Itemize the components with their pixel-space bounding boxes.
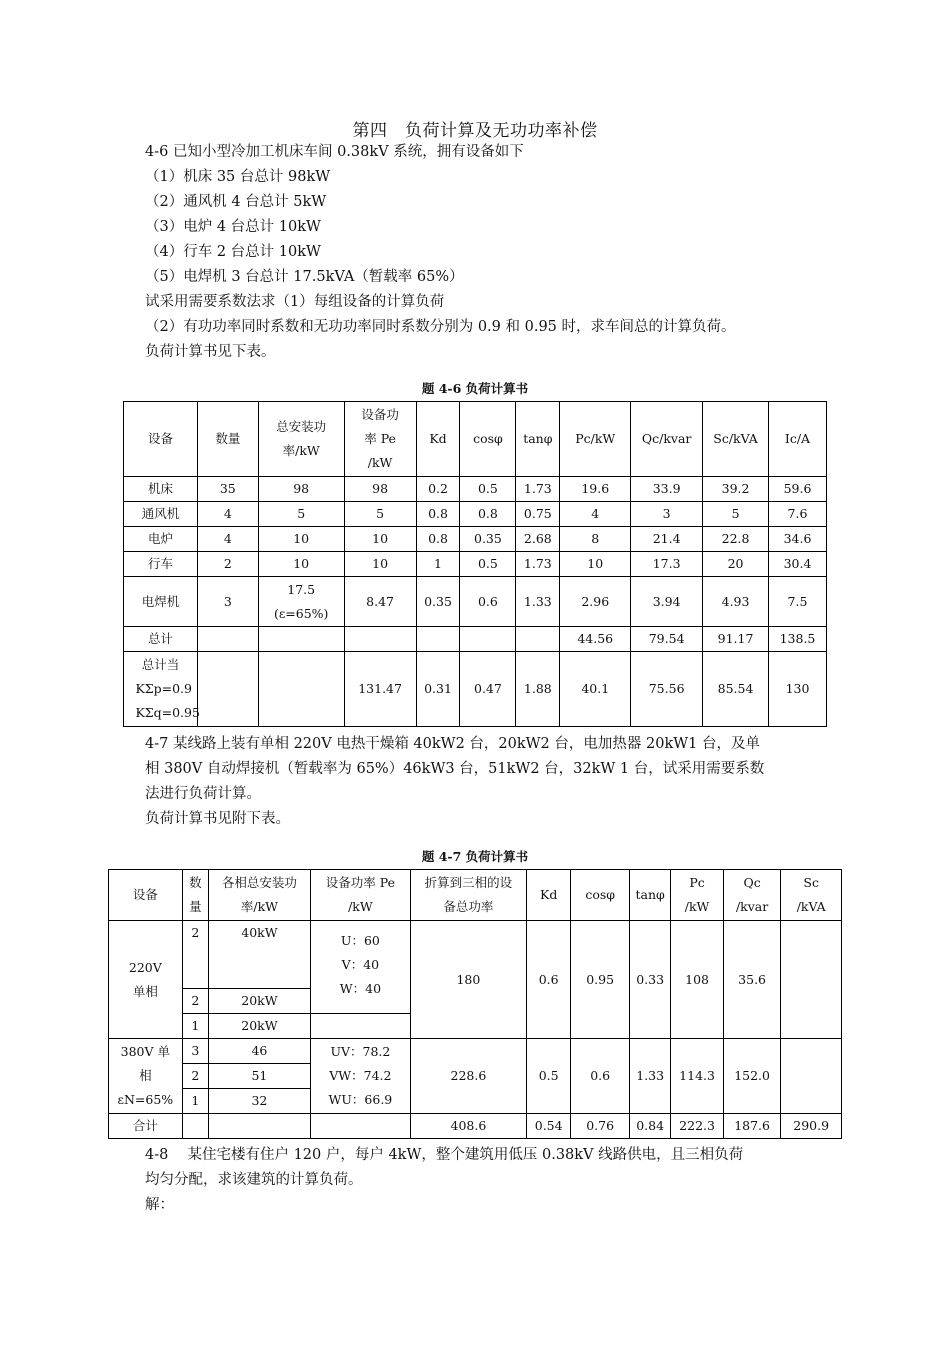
equipment-item: （1）机床 35 台总计 98kW bbox=[145, 169, 331, 185]
problem-4-8-line: 均匀分配，求该建筑的计算负荷。 bbox=[145, 1172, 363, 1188]
table-cell: 20kW bbox=[208, 1014, 310, 1039]
table-cell: 5 bbox=[258, 502, 344, 527]
table-cell: 33.9 bbox=[631, 477, 703, 502]
phase-power: U：60 bbox=[340, 933, 380, 948]
table-cell bbox=[310, 1114, 410, 1139]
table-cell bbox=[197, 652, 258, 727]
header-text: 折算到三相的设备总功率 bbox=[424, 875, 513, 914]
table-cell: 0.6 bbox=[526, 921, 570, 1039]
table-row-total bbox=[124, 627, 827, 652]
table-cell: 1.73 bbox=[516, 552, 560, 577]
table-cell: 408.6 bbox=[410, 1114, 526, 1139]
table-cell: 131.47 bbox=[344, 652, 416, 727]
table-cell: 行车 bbox=[124, 552, 198, 577]
header-cell bbox=[416, 402, 460, 477]
table-cell: 3.94 bbox=[631, 577, 703, 627]
equipment-item: （4）行车 2 台总计 10kW bbox=[145, 244, 321, 260]
phase-power: VW：74.2 bbox=[329, 1068, 392, 1083]
table-cell bbox=[344, 627, 416, 652]
header-cell bbox=[258, 402, 344, 477]
table-cell: 1.33 bbox=[629, 1039, 670, 1114]
table-cell: 0.84 bbox=[629, 1114, 670, 1139]
table-cell: 0.5 bbox=[526, 1039, 570, 1114]
table-cell: 79.54 bbox=[631, 627, 703, 652]
table-cell: 电炉 bbox=[124, 527, 198, 552]
header-cell: Pc/kW bbox=[560, 402, 631, 477]
table-cell: 通风机 bbox=[124, 502, 198, 527]
table-cell: 0.54 bbox=[526, 1114, 570, 1139]
table-cell: 0.35 bbox=[460, 527, 516, 552]
header-text: 设备功率 Pe /kW bbox=[325, 875, 395, 914]
table-cell: 0.47 bbox=[460, 652, 516, 727]
table-cell: 51 bbox=[208, 1064, 310, 1089]
header-text: Qc /kvar bbox=[735, 875, 769, 914]
table-cell: 4.93 bbox=[703, 577, 769, 627]
group-label-text: 220V 单相 bbox=[128, 959, 162, 999]
header-text: 总安装功率/kW bbox=[276, 419, 327, 458]
table-cell: 2 bbox=[182, 921, 208, 989]
header-cell bbox=[208, 870, 310, 921]
table-cell: 0.75 bbox=[516, 502, 560, 527]
table-row bbox=[124, 527, 827, 552]
header-cell: Qc/kvar bbox=[631, 402, 703, 477]
header-cell bbox=[310, 870, 410, 921]
table-cell: 2 bbox=[182, 1064, 208, 1089]
table-cell: 228.6 bbox=[410, 1039, 526, 1114]
table-cell: 4 bbox=[197, 502, 258, 527]
table-cell: 46 bbox=[208, 1039, 310, 1064]
table-cell: 4 bbox=[197, 527, 258, 552]
table-cell bbox=[781, 1039, 842, 1114]
table-4-7 bbox=[108, 869, 842, 1139]
table-cell: 59.6 bbox=[769, 477, 827, 502]
table-cell: 40.1 bbox=[560, 652, 631, 727]
table-cell: 2.68 bbox=[516, 527, 560, 552]
table-cell: 7.6 bbox=[769, 502, 827, 527]
table-cell: 5 bbox=[344, 502, 416, 527]
problem-4-7-line: 4-7 某线路上装有单相 220V 电热干燥箱 40kW2 台，20kW2 台，电加热器 20kW1 台，及单 bbox=[145, 736, 760, 752]
table-row bbox=[109, 1039, 842, 1064]
header-cell: Sc/kVA bbox=[703, 402, 769, 477]
table-cell: 20kW bbox=[208, 989, 310, 1014]
table-row-total bbox=[109, 1114, 842, 1139]
table-header-row bbox=[109, 870, 842, 921]
table-note: 负荷计算书见下表。 bbox=[145, 344, 276, 360]
table-cell: 10 bbox=[344, 552, 416, 577]
table-cell: 130 bbox=[769, 652, 827, 727]
table-cell: 1.88 bbox=[516, 652, 560, 727]
table-cell: 10 bbox=[258, 527, 344, 552]
header-text: 各相总安装功率/kW bbox=[221, 875, 297, 914]
page-title: 第四 负荷计算及无功功率补偿 bbox=[352, 121, 598, 141]
table-cell: 30.4 bbox=[769, 552, 827, 577]
table-cell: 2 bbox=[197, 552, 258, 577]
table-header-row bbox=[124, 402, 827, 477]
table-cell: 0.95 bbox=[571, 921, 630, 1039]
table-cell: 0.8 bbox=[460, 502, 516, 527]
header-text: Sc /kVA bbox=[796, 875, 826, 914]
equipment-item: （2）通风机 4 台总计 5kW bbox=[145, 194, 327, 210]
phase-power: UV：78.2 bbox=[330, 1044, 391, 1059]
table-cell: 8 bbox=[560, 527, 631, 552]
header-cell bbox=[781, 870, 842, 921]
table-cell bbox=[416, 627, 460, 652]
header-cell bbox=[723, 870, 781, 921]
table-cell: 5 bbox=[703, 502, 769, 527]
table-cell bbox=[124, 652, 198, 727]
problem-4-8-line: 4-8 某住宅楼有住户 120 户，每户 4kW，整个建筑用低压 0.38kV 线路供电，且三相负荷 bbox=[145, 1147, 744, 1163]
table-cell bbox=[460, 627, 516, 652]
table-cell: 3 bbox=[631, 502, 703, 527]
table-cell: 35 bbox=[197, 477, 258, 502]
table-cell bbox=[258, 577, 344, 627]
table-cell: 138.5 bbox=[769, 627, 827, 652]
table-cell: 40kW bbox=[208, 921, 310, 989]
table-cell bbox=[258, 627, 344, 652]
table-cell: 1 bbox=[182, 1014, 208, 1039]
table-cell: 0.8 bbox=[416, 527, 460, 552]
header-cell: 设备 bbox=[109, 870, 183, 921]
header-text: 数量 bbox=[189, 875, 202, 914]
table-cell: 总计 bbox=[124, 627, 198, 652]
table-cell: 187.6 bbox=[723, 1114, 781, 1139]
table-cell: 44.56 bbox=[560, 627, 631, 652]
table-cell: 17.3 bbox=[631, 552, 703, 577]
group-label-380v bbox=[109, 1039, 183, 1114]
table-cell: 108 bbox=[671, 921, 724, 1039]
table-cell: 20 bbox=[703, 552, 769, 577]
table-note: 负荷计算书见附下表。 bbox=[145, 811, 290, 827]
header-cell: Ic/A bbox=[769, 402, 827, 477]
header-cell bbox=[671, 870, 724, 921]
table-cell bbox=[197, 627, 258, 652]
table-cell: 7.5 bbox=[769, 577, 827, 627]
table-cell: 0.76 bbox=[571, 1114, 630, 1139]
table-cell: 290.9 bbox=[781, 1114, 842, 1139]
table-cell bbox=[182, 1114, 208, 1139]
table-row bbox=[124, 552, 827, 577]
table-cell: 机床 bbox=[124, 477, 198, 502]
table-cell: 98 bbox=[344, 477, 416, 502]
table-4-6 bbox=[123, 401, 827, 727]
phase-power-cell bbox=[310, 1039, 410, 1114]
table-cell: 3 bbox=[182, 1039, 208, 1064]
table-cell: 4 bbox=[560, 502, 631, 527]
header-cell: tanφ bbox=[516, 402, 560, 477]
question-2: （2）有功功率同时系数和无功功率同时系数分别为 0.9 和 0.95 时，求车间总的计算负荷。 bbox=[145, 319, 736, 335]
table-cell: 0.33 bbox=[629, 921, 670, 1039]
table-cell: 1.33 bbox=[516, 577, 560, 627]
table-cell: 85.54 bbox=[703, 652, 769, 727]
table-cell: 2 bbox=[182, 989, 208, 1014]
table-cell: 0.6 bbox=[460, 577, 516, 627]
equipment-item: （5）电焊机 3 台总计 17.5kVA（暂载率 65%） bbox=[145, 269, 464, 285]
table-cell: 0.8 bbox=[416, 502, 460, 527]
table-cell: 8.47 bbox=[344, 577, 416, 627]
table-cell: 32 bbox=[208, 1089, 310, 1114]
table-row bbox=[124, 577, 827, 627]
question-1: 试采用需要系数法求（1）每组设备的计算负荷 bbox=[145, 294, 445, 310]
table-cell: 0.2 bbox=[416, 477, 460, 502]
table-cell: 3 bbox=[197, 577, 258, 627]
table-row bbox=[124, 477, 827, 502]
coincidence-label: 总计当 KΣp=0.9 KΣq=0.95 bbox=[135, 657, 200, 720]
table-cell: 222.3 bbox=[671, 1114, 724, 1139]
header-cell: 设备 bbox=[124, 402, 198, 477]
group-label-220v bbox=[109, 921, 183, 1039]
table-cell bbox=[310, 1014, 410, 1039]
table-cell: 21.4 bbox=[631, 527, 703, 552]
problem-4-6-intro: 4-6 已知小型冷加工机床车间 0.38kV 系统，拥有设备如下 bbox=[145, 144, 524, 160]
table-cell: 电焊机 bbox=[124, 577, 198, 627]
table-cell: 75.56 bbox=[631, 652, 703, 727]
table-cell: 0.5 bbox=[460, 477, 516, 502]
table-cell: 152.0 bbox=[723, 1039, 781, 1114]
table-cell: 22.8 bbox=[703, 527, 769, 552]
table-row-total-coincidence bbox=[124, 652, 827, 727]
table-cell: 114.3 bbox=[671, 1039, 724, 1114]
table-cell: 2.96 bbox=[560, 577, 631, 627]
table-cell: 10 bbox=[560, 552, 631, 577]
table-4-6-caption: 题 4-6 负荷计算书 bbox=[421, 381, 529, 396]
table-cell: 合计 bbox=[109, 1114, 183, 1139]
table-cell: 34.6 bbox=[769, 527, 827, 552]
header-cell: Kd bbox=[526, 870, 570, 921]
table-cell: 39.2 bbox=[703, 477, 769, 502]
table-cell: 91.17 bbox=[703, 627, 769, 652]
header-cell: 数量 bbox=[197, 402, 258, 477]
table-cell: 10 bbox=[344, 527, 416, 552]
table-cell bbox=[516, 627, 560, 652]
header-cell bbox=[182, 870, 208, 921]
table-cell: 35.6 bbox=[723, 921, 781, 1039]
problem-4-7-line: 法进行负荷计算。 bbox=[145, 786, 261, 802]
table-cell: 0.31 bbox=[416, 652, 460, 727]
header-text: 设备功率 Pe /kW bbox=[361, 407, 399, 470]
phase-power: WU：66.9 bbox=[328, 1092, 393, 1107]
table-cell: 1 bbox=[416, 552, 460, 577]
solution-label: 解： bbox=[145, 1197, 174, 1213]
header-cell bbox=[410, 870, 526, 921]
header-cell: cosφ bbox=[571, 870, 630, 921]
table-cell: 0.6 bbox=[571, 1039, 630, 1114]
header-text: Kd bbox=[429, 431, 447, 446]
table-cell: 1.73 bbox=[516, 477, 560, 502]
table-cell bbox=[208, 1114, 310, 1139]
table-row bbox=[124, 502, 827, 527]
phase-power-cell bbox=[310, 921, 410, 1014]
table-cell: 0.35 bbox=[416, 577, 460, 627]
group-label-text: 380V 单相 εN=65% bbox=[117, 1044, 174, 1107]
table-cell bbox=[781, 921, 842, 1039]
header-cell: tanφ bbox=[629, 870, 670, 921]
table-4-7-caption: 题 4-7 负荷计算书 bbox=[421, 849, 529, 864]
phase-power: W：40 bbox=[339, 981, 382, 996]
welder-install-power: 17.5 (ε=65%) bbox=[273, 581, 329, 621]
table-row bbox=[109, 921, 842, 989]
header-text: Pc /kW bbox=[684, 875, 710, 914]
problem-4-7-line: 相 380V 自动焊接机（暂载率为 65%）46kW3 台，51kW2 台，32kW 1 台，试采用需要系数 bbox=[145, 761, 765, 777]
equipment-item: （3）电炉 4 台总计 10kW bbox=[145, 219, 321, 235]
table-cell: 19.6 bbox=[560, 477, 631, 502]
table-cell: 10 bbox=[258, 552, 344, 577]
table-cell: 1 bbox=[182, 1089, 208, 1114]
phase-power: V：40 bbox=[341, 957, 380, 972]
header-cell bbox=[344, 402, 416, 477]
table-cell: 180 bbox=[410, 921, 526, 1039]
header-cell: cosφ bbox=[460, 402, 516, 477]
table-cell bbox=[258, 652, 344, 727]
table-cell: 98 bbox=[258, 477, 344, 502]
table-cell: 0.5 bbox=[460, 552, 516, 577]
